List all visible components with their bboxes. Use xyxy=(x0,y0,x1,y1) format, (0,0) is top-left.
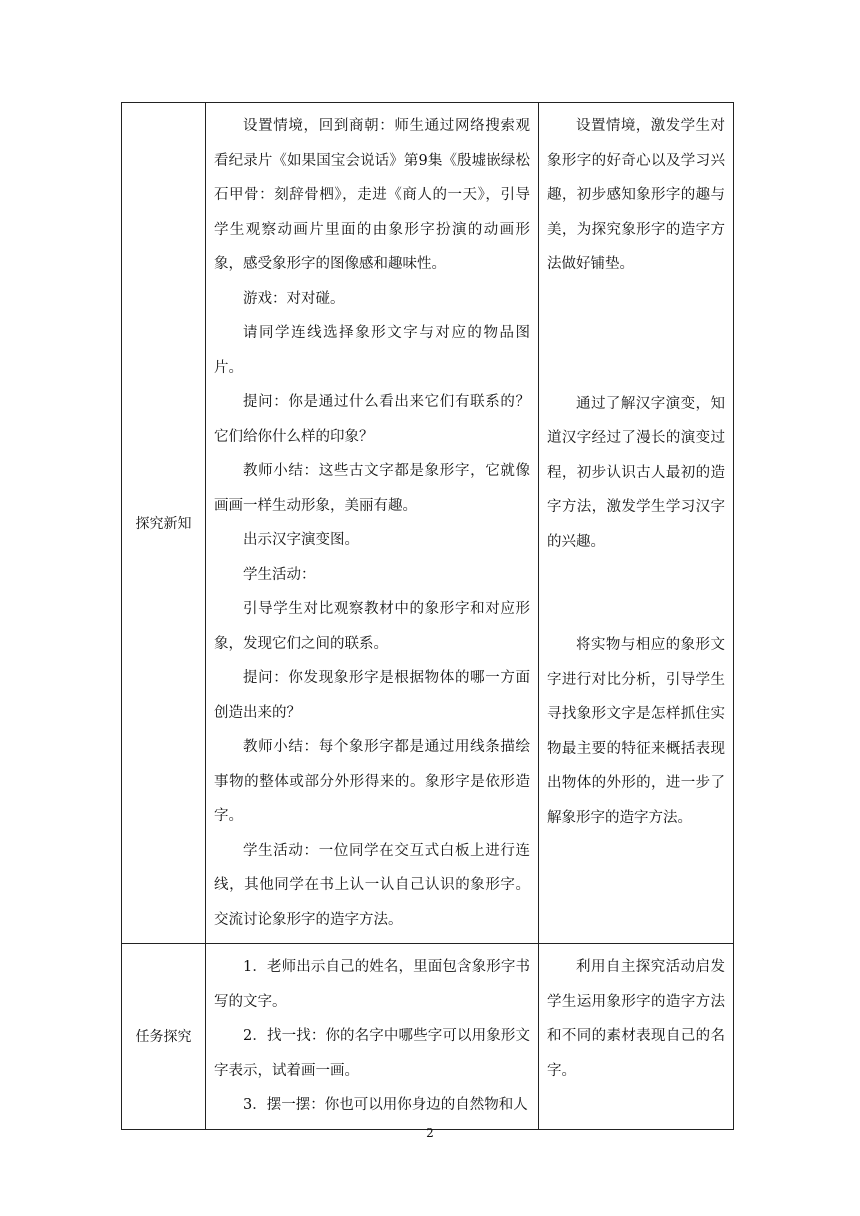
content-paragraph: 学生活动： xyxy=(243,566,316,583)
content-paragraph: 设置情境，回到商朝：师生通过网络搜索观看纪录片《如果国宝会说话》第9集《殷墟嵌绿松石甲骨：刻辞骨柶》，走进《商人的一天》，引导学生观察动画片里面的由象形字扮演的动画形象，感受象形字的图像感和趣味性。 xyxy=(214,118,530,272)
table-row-explore-new xyxy=(122,103,734,944)
table-row-task-explore xyxy=(122,944,734,1130)
content-paragraph: 学生活动：一位同学在交互式白板上进行连线，其他同学在书上认一认自己认识的象形字。交流讨论象形字的造字方法。 xyxy=(214,842,530,928)
purpose-paragraph: 设置情境，激发学生对象形字的好奇心以及学习兴趣，初步感知象形字的趣与美，为探究象形字的造字方法做好铺垫。 xyxy=(547,118,725,272)
content-paragraph: 教师小结：每个象形字都是通过用线条描绘事物的整体或部分外形得来的。象形字是依形造字。 xyxy=(214,739,530,824)
content-paragraph: 出示汉字演变图。 xyxy=(243,532,359,548)
purpose-paragraph: 将实物与相应的象形文字进行对比分析，引导学生寻找象形文字是怎样抓住实物最主要的特征来概括表现出物体的外形的，进一步了解象形字的造字方法。 xyxy=(547,637,725,826)
content-paragraph: 2．找一找：你的名字中哪些字可以用象形文字表示，试着画一画。 xyxy=(214,1028,530,1079)
purpose-paragraph: 利用自主探究活动启发学生运用象形字的造字方法和不同的素材表现自己的名字。 xyxy=(547,959,725,1079)
content-cell-task-explore xyxy=(206,944,539,1130)
row-label-task-explore: 任务探究 xyxy=(122,944,206,1130)
purpose-cell-explore-new xyxy=(539,103,734,944)
content-paragraph: 引导学生对比观察教材中的象形字和对应形象，发现它们之间的联系。 xyxy=(214,601,530,652)
purpose-paragraph: 通过了解汉字演变，知道汉字经过了漫长的演变过程，初步认识古人最初的造字方法，激发学生学习汉字的兴趣。 xyxy=(547,395,725,550)
row-label-explore-new: 探究新知 xyxy=(122,103,206,944)
content-paragraph: 提问：你是通过什么看出来它们有联系的？它们给你什么样的印象？ xyxy=(214,394,530,445)
content-paragraph: 游戏：对对碰。 xyxy=(243,290,345,307)
content-paragraph: 提问：你发现象形字是根据物体的哪一方面创造出来的？ xyxy=(214,670,530,721)
content-cell-explore-new xyxy=(206,103,539,944)
lesson-plan-table xyxy=(121,102,734,1130)
content-paragraph: 3．摆一摆：你也可以用你身边的自然物和人 xyxy=(243,1097,528,1113)
content-paragraph: 请同学连线选择象形文字与对应的物品图片。 xyxy=(214,325,530,376)
purpose-cell-task-explore xyxy=(539,944,734,1130)
content-paragraph: 教师小结：这些古文字都是象形字，它就像画画一样生动形象，美丽有趣。 xyxy=(214,463,530,514)
content-paragraph: 1．老师出示自己的姓名，里面包含象形字书写的文字。 xyxy=(214,959,530,1010)
page-number: 2 xyxy=(426,1126,434,1140)
